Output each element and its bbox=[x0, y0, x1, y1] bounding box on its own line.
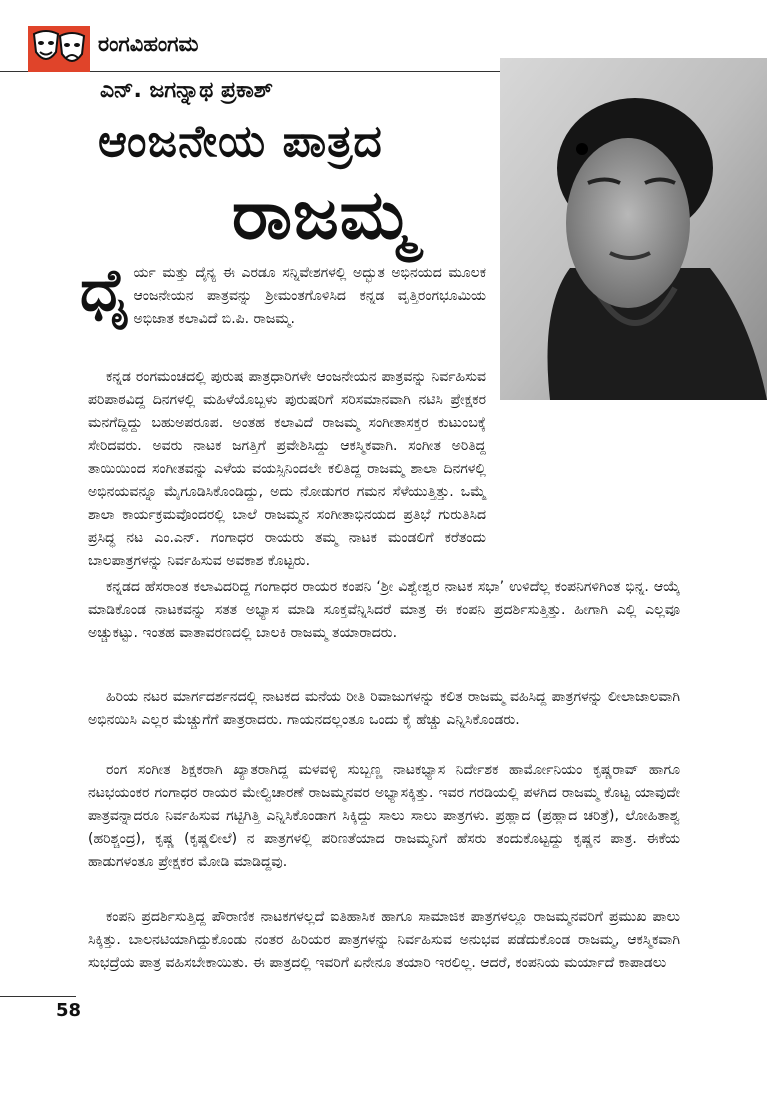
section-title: ರಂಗವಿಹಂಗಮ bbox=[98, 32, 199, 56]
theatre-masks-icon bbox=[28, 26, 90, 72]
page-number: 58 bbox=[56, 1000, 82, 1021]
paragraph-3: ಕನ್ನಡದ ಹೆಸರಾಂತ ಕಲಾವಿದರಿದ್ದ ಗಂಗಾಧರ ರಾಯರ ಕಂಪನಿ ‘ಶ್ರೀ ವಿಶ್ವೇಶ್ವರ ನಾಟಕ ಸಭಾ’ ಉಳಿದೆಲ್ಲ ಕಂಪನಿಗಳಿಗಿಂತ ಭಿನ್ನ. ಆಯ್ಕೆ ಮಾಡಿಕೊಂಡ ನಾಟಕವನ್ನು ಸತತ ಅಭ್ಯಾಸ ಮಾಡಿ ಸೂಕ್ತವೆನ್ನಿಸಿದರೆ ಮಾತ್ರ ಈ ಕಂಪನಿ ಪ್ರದರ್ಶಿಸುತ್ತಿತ್ತು. ಹೀಗಾಗಿ ಎಲ್ಲಿ ಎಲ್ಲವೂ ಅಚ್ಚುಕಟ್ಟು. ಇಂತಹ ವಾತಾವರಣದಲ್ಲಿ ಬಾಲಕಿ ರಾಜಮ್ಮ ತಯಾರಾದರು. bbox=[88, 579, 680, 641]
paragraph-1: ಧೈರ್ಯ ಮತ್ತು ದೈನ್ಯ ಈ ಎರಡೂ ಸನ್ನಿವೇಶಗಳಲ್ಲಿ ಅದ್ಭುತ ಅಭಿನಯದ ಮೂಲಕ ಆಂಜನೇಯನ ಪಾತ್ರವನ್ನು ಶ್ರೀಮಂತಗೊಳಿಸಿದ ಕನ್ನಡ ವೃತ್ತಿರಂಗಭೂಮಿಯ ಅಭಿಜಾತ ಕಲಾವಿದೆ ಬಿ.ಪಿ. ರಾಜಮ್ಮ. bbox=[80, 256, 486, 327]
portrait-photo bbox=[500, 58, 767, 400]
footer-rule bbox=[0, 996, 76, 997]
paragraph-6: ಕಂಪನಿ ಪ್ರದರ್ಶಿಸುತ್ತಿದ್ದ ಪೌರಾಣಿಕ ನಾಟಕಗಳಲ್ಲದೆ ಐತಿಹಾಸಿಕ ಹಾಗೂ ಸಾಮಾಜಿಕ ಪಾತ್ರಗಳಲ್ಲೂ ರಾಜಮ್ಮನವರಿಗೆ ಪ್ರಮುಖ ಪಾಲು ಸಿಕ್ಕಿತ್ತು. ಬಾಲನಟಿಯಾಗಿದ್ದುಕೊಂಡು ನಂತರ ಹಿರಿಯರ ಪಾತ್ರಗಳನ್ನು ನಿರ್ವಹಿಸುವ ಅನುಭವ ಪಡೆದುಕೊಂಡ ರಾಜಮ್ಮ, ಆಕಸ್ಮಿಕವಾಗಿ ಸುಭದ್ರೆಯ ಪಾತ್ರ ವಹಿಸಬೇಕಾಯಿತು. ಈ ಪಾತ್ರದಲ್ಲಿ ಇವರಿಗೆ ಏನೇನೂ ತಯಾರಿ ಇರಲಿಲ್ಲ. ಆದರೆ, ಕಂಪನಿಯ ಮರ್ಯಾದೆ ಕಾಪಾಡಲು bbox=[88, 909, 680, 971]
author-name: ಎನ್. ಜಗನ್ನಾಥ ಪ್ರಕಾಶ್ bbox=[100, 78, 273, 103]
article-title-line1: ಆಂಜನೇಯ ಪಾತ್ರದ bbox=[98, 116, 383, 167]
article-title-line2: ರಾಜಮ್ಮ bbox=[232, 176, 415, 255]
paragraph-4: ಹಿರಿಯ ನಟರ ಮಾರ್ಗದರ್ಶನದಲ್ಲಿ ನಾಟಕದ ಮನೆಯ ರೀತಿ ರಿವಾಜುಗಳನ್ನು ಕಲಿತ ರಾಜಮ್ಮ ವಹಿಸಿದ್ದ ಪಾತ್ರಗಳನ್ನು ಲೀಲಾಜಾಲವಾಗಿ ಅಭಿನಯಿಸಿ ಎಲ್ಲರ ಮೆಚ್ಚುಗೆಗೆ ಪಾತ್ರರಾದರು. ಗಾಯನದಲ್ಲಂತೂ ಒಂದು ಕೈ ಹೆಚ್ಚು ಎನ್ನಿಸಿಕೊಂಡರು. bbox=[88, 689, 680, 728]
dropcap: ಧೈ bbox=[80, 256, 130, 324]
paragraph-5: ರಂಗ ಸಂಗೀತ ಶಿಕ್ಷಕರಾಗಿ ಖ್ಯಾತರಾಗಿದ್ದ ಮಳವಳ್ಳಿ ಸುಬ್ಬಣ್ಣ ನಾಟಕಭ್ಯಾಸ ನಿರ್ದೇಶಕ ಹಾರ್ಮೋನಿಯಂ ಕೃಷ್ಣರಾವ್ ಹಾಗೂ ನಟಭಯಂಕರ ಗಂಗಾಧರ ರಾಯರ ಮೇಲ್ವಿಚಾರಣೆ ರಾಜಮ್ಮನವರ ಅಭ್ಯಾಸಕ್ಕಿತ್ತು. ಇವರ ಗರಡಿಯಲ್ಲಿ ಪಳಗಿದ ರಾಜಮ್ಮ ಕೊಟ್ಟ ಯಾವುದೇ ಪಾತ್ರವನ್ನಾದರೂ ನಿರ್ವಹಿಸುವ ಗಟ್ಟಿಗಿತ್ತಿ ಎನ್ನಿಸಿಕೊಂಡಾಗ ಸಿಕ್ಕಿದ್ದು ಸಾಲು ಸಾಲು ಪಾತ್ರಗಳು. ಪ್ರಹ್ಲಾದ (ಪ್ರಹ್ಲಾದ ಚರಿತ್ರೆ), ಲೋಹಿತಾಶ್ವ (ಹರಿಶ್ಚಂದ್ರ), ಕೃಷ್ಣ (ಕೃಷ್ಣಲೀಲೆ) ನ ಪಾತ್ರಗಳಲ್ಲಿ ಪರಿಣತೆಯಾದ ರಾಜಮ್ಮನಿಗೆ ಹೆಸರು ತಂದುಕೊಟ್ಟದ್ದು ಕೃಷ್ಣನ ಪಾತ್ರ. ಈಕೆಯ ಹಾಡುಗಳಂತೂ ಪ್ರೇಕ್ಷಕರ ಮೋಡಿ ಮಾಡಿದ್ದವು. bbox=[88, 762, 680, 870]
paragraph-2: ಕನ್ನಡ ರಂಗಮಂಚದಲ್ಲಿ ಪುರುಷ ಪಾತ್ರಧಾರಿಗಳೇ ಆಂಜನೇಯನ ಪಾತ್ರವನ್ನು ನಿರ್ವಹಿಸುವ ಪರಿಪಾಠವಿದ್ದ ದಿನಗಳಲ್ಲಿ ಮಹಿಳೆಯೊಬ್ಬಳು ಪುರುಷರಿಗೆ ಸರಿಸಮಾನವಾಗಿ ನಟಿಸಿ ಪ್ರೇಕ್ಷಕರ ಮನಗೆದ್ದಿದ್ದು ಬಹುಅಪರೂಪ. ಅಂತಹ ಕಲಾವಿದೆ ರಾಜಮ್ಮ ಸಂಗೀತಾಸಕ್ತರ ಕುಟುಂಬಕ್ಕೆ ಸೇರಿದವರು. ಅವರು ನಾಟಕ ಜಗತ್ತಿಗೆ ಪ್ರವೇಶಿಸಿದ್ದು ಆಕಸ್ಮಿಕವಾಗಿ. ಸಂಗೀತ ಅರಿತಿದ್ದ ತಾಯಿಯಿಂದ ಸಂಗೀತವನ್ನು ಎಳೆಯ ವಯಸ್ಸಿನಿಂದಲೇ ಕಲಿತಿದ್ದ ರಾಜಮ್ಮ ಶಾಲಾ ದಿನಗಳಲ್ಲಿ ಅಭಿನಯವನ್ನೂ ಮೈಗೂಡಿಸಿಕೊಂಡಿದ್ದು, ಅದು ನೋಡುಗರ ಗಮನ ಸೆಳೆಯುತ್ತಿತ್ತು. ಒಮ್ಮೆ ಶಾಲಾ ಕಾರ್ಯಕ್ರಮವೊಂದರಲ್ಲಿ ಬಾಲೆ ರಾಜಮ್ಮನ ಸಂಗೀತಾಭಿನಯದ ಪ್ರತಿಭೆ ಗುರುತಿಸಿದ ಪ್ರಸಿದ್ಧ ನಟ ಎಂ.ಎನ್. ಗಂಗಾಧರ ರಾಯರು ತಮ್ಮ ನಾಟಕ ಮಂಡಲಿಗೆ ಕರೆತಂದು ಬಾಲಪಾತ್ರಗಳನ್ನು ನಿರ್ವಹಿಸುವ ಅವಕಾಶ ಕೊಟ್ಟರು. bbox=[88, 369, 486, 569]
